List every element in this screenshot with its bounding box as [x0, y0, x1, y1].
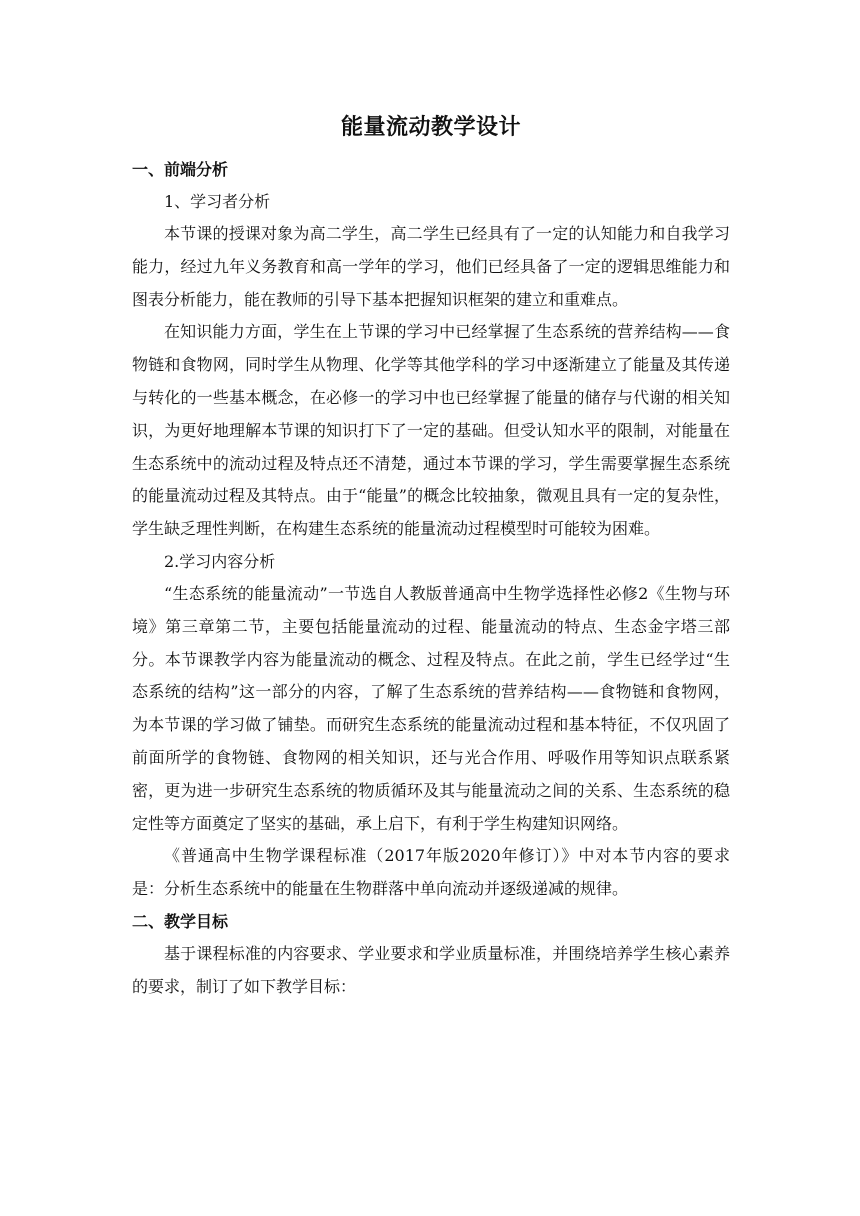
- paragraph-learner-overview: 本节课的授课对象为高二学生，高二学生已经具有了一定的认知能力和自我学习能力，经过九年义务教育和高一学年的学习，他们已经具备了一定的逻辑思维能力和图表分析能力，能在教师的引导下基本把握知识框架的建立和重难点。: [132, 224, 730, 309]
- paragraph-learner-knowledge: 在知识能力方面，学生在上节课的学习中已经掌握了生态系统的营养结构——食物链和食物网，同时学生从物理、化学等其他学科的学习中逐渐建立了能量及其传递与转化的一些基本概念，在必修一的学习中也已经掌握了能量的储存与代谢的相关知识，为更好地理解本节课的知识打下了一定的基础。但受认知水平的限制，对能量在生态系统中的流动过程及特点还不清楚，通过本节课的学习，学生需要掌握生态系统的能量流动过程及其特点。由于“能量”的概念比较抽象，微观且具有一定的复杂性，学生缺乏理性判断，在构建生态系统的能量流动过程模型时可能较为困难。: [132, 322, 730, 539]
- paragraph-teaching-goals-intro: 基于课程标准的内容要求、学业要求和学业质量标准，并围绕培养学生核心素养的要求，制订了如下教学目标：: [132, 943, 730, 996]
- document-body: [132, 112, 730, 1004]
- subsection-heading-learner-analysis: 1、学习者分析: [164, 192, 271, 211]
- document-title: 能量流动教学设计: [340, 115, 521, 140]
- section-heading-teaching-goals: 二、教学目标: [132, 911, 229, 931]
- subsection-heading-content-analysis: 2.学习内容分析: [164, 551, 276, 571]
- paragraph-content-overview: “生态系统的能量流动”一节选自人教版普通高中生物学选择性必修2《生物与环境》第三章第二节，主要包括能量流动的过程、能量流动的特点、生态金字塔三部分。本节课教学内容为能量流动的概念、过程及特点。在此之前，学生已经学过“生态系统的结构”这一部分的内容，了解了生态系统的营养结构——食物链和食物网，为本节课的学习做了铺垫。而研究生态系统的能量流动过程和基本特征，不仅巩固了前面所学的食物链、食物网的相关知识，还与光合作用、呼吸作用等知识点联系紧密，更为进一步研究生态系统的物质循环及其与能量流动之间的关系、生态系统的稳定性等方面奠定了坚实的基础，承上启下，有利于学生构建知识网络。: [132, 583, 730, 833]
- paragraph-curriculum-standard: 《普通高中生物学课程标准（2017年版2020年修订）》中对本节内容的要求是：分析生态系统中的能量在生物群落中单向流动并逐级递减的规律。: [132, 846, 730, 899]
- section-heading-front-end-analysis: 一、前端分析: [132, 160, 229, 179]
